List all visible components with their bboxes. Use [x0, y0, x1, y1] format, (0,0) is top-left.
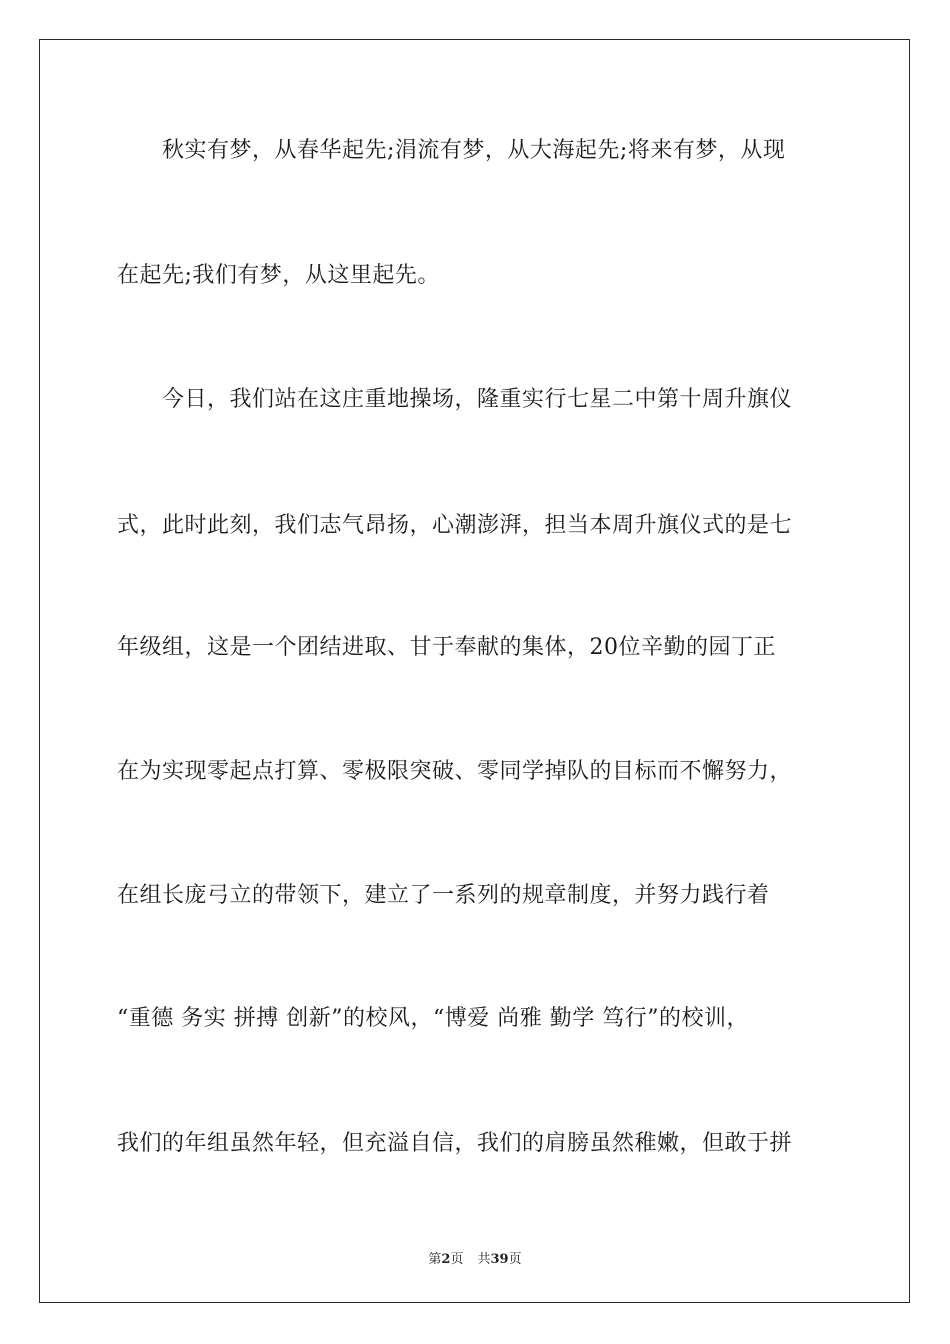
paragraph-2-line-7: 我们的年组虽然年轻，但充溢自信，我们的肩膀虽然稚嫩，但敢于拼 [117, 1131, 793, 1156]
paragraph-1-line-1: 秋实有梦，从春华起先;涓流有梦，从大海起先;将来有梦，从现 [162, 138, 786, 163]
paragraph-2-line-3: 年级组，这是一个团结进取、甘于奉献的集体，20位辛勤的园丁正 [117, 635, 776, 660]
total-pages: 39 [490, 1252, 509, 1267]
total-prefix: 共 [477, 1252, 491, 1267]
total-suffix: 页 [508, 1252, 522, 1267]
page-prefix: 第 [428, 1252, 442, 1267]
paragraph-2-line-5: 在组长庞弓立的带领下，建立了一系列的规章制度，并努力践行着 [117, 883, 770, 908]
page-number: 2 [441, 1252, 451, 1267]
page-border [39, 39, 910, 1303]
paragraph-2-line-4: 在为实现零起点打算、零极限突破、零同学掉队的目标而不懈努力， [117, 759, 793, 784]
paragraph-2-line-2: 式，此时此刻，我们志气昂扬，心潮澎湃，担当本周升旗仪式的是七 [117, 513, 793, 538]
page-suffix: 页 [450, 1252, 464, 1267]
paragraph-2-line-1: 今日，我们站在这庄重地操场，隆重实行七星二中第十周升旗仪 [162, 387, 793, 412]
paragraph-1-line-2: 在起先;我们有梦，从这里起先。 [117, 263, 440, 288]
paragraph-2-line-6: “重德 务实 拼搏 创新”的校风，“博爱 尚雅 勤学 笃行”的校训， [117, 1006, 749, 1031]
page-footer [0, 1248, 950, 1267]
